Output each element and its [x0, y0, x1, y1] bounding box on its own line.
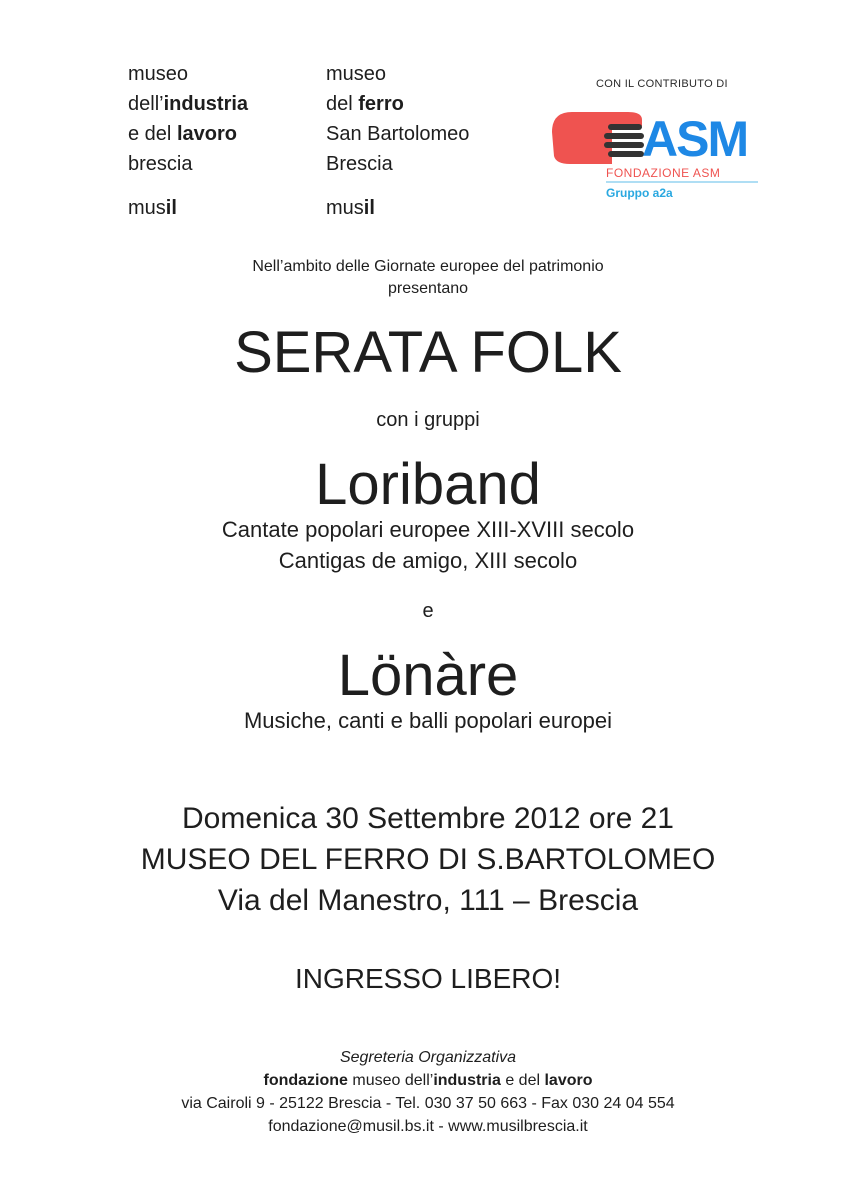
group1-desc-line2: Cantigas de amigo, XIII secolo [278, 548, 578, 573]
museum-industria-block [128, 59, 248, 223]
admission-text: INGRESSO LIBERO! [294, 963, 562, 994]
sponsor-block [550, 78, 765, 208]
group1-description [0, 514, 856, 576]
museum-left-line3: e del lavoro [128, 123, 237, 145]
asm-logo-text: ASM [642, 111, 748, 167]
musil-brand-left: musil [128, 197, 177, 219]
museum-left-line1: museo [128, 63, 189, 85]
musil-brand-right: musil [326, 197, 375, 219]
event-venue: MUSEO DEL FERRO DI S.BARTOLOMEO [140, 843, 716, 876]
museum-left-line2: dell’industria [128, 93, 249, 115]
group1-name: Loriband [315, 452, 541, 517]
museum-right-line1: museo [326, 63, 387, 85]
event-title: SERATA FOLK [234, 320, 622, 385]
and-text: e [422, 600, 434, 622]
intro [0, 256, 856, 300]
asm-finger-bar [604, 133, 644, 139]
footer-contacts: via Cairoli 9 - 25122 Brescia - Tel. 030 37 50 663 - Fax 030 24 04 554 [181, 1095, 675, 1112]
asm-group-text: Gruppo a2a [606, 186, 673, 200]
event-date: Domenica 30 Settembre 2012 ore 21 [182, 802, 674, 835]
asm-finger-bar [608, 124, 642, 130]
asm-logo [550, 90, 765, 215]
group2-description: Musiche, canti e balli popolari europei [243, 708, 613, 733]
museum-right-line4: Brescia [326, 153, 393, 175]
asm-finger-bar [608, 151, 644, 157]
asm-finger-bar [604, 142, 644, 148]
sponsor-contrib-text: CON IL CONTRIBUTO DI [596, 78, 728, 90]
museum-right-line2: del ferro [326, 93, 404, 115]
footer [0, 1046, 856, 1138]
museum-right-line3: San Bartolomeo [326, 123, 470, 145]
event-details [0, 798, 856, 921]
intro-line1: Nell’ambito delle Giornate europee del patrimonio [252, 258, 604, 275]
asm-foundation-text: FONDAZIONE ASM [606, 166, 721, 180]
group1-desc-line1: Cantate popolari europee XIII-XVIII secolo [221, 517, 635, 542]
museum-ferro-block [326, 59, 469, 223]
footer-secretariat: Segreteria Organizzativa [339, 1049, 517, 1066]
museum-left-line4: brescia [128, 153, 193, 175]
group2-name: Lönàre [337, 643, 519, 708]
intro-line2: presentano [387, 280, 469, 297]
footer-web: fondazione@musil.bs.it - www.musilbrescia.it [268, 1118, 588, 1135]
event-address: Via del Manestro, 111 – Brescia [217, 884, 639, 917]
footer-organization: fondazione museo dell’industria e del lavoro [263, 1072, 593, 1089]
with-groups-text: con i gruppi [376, 409, 480, 431]
